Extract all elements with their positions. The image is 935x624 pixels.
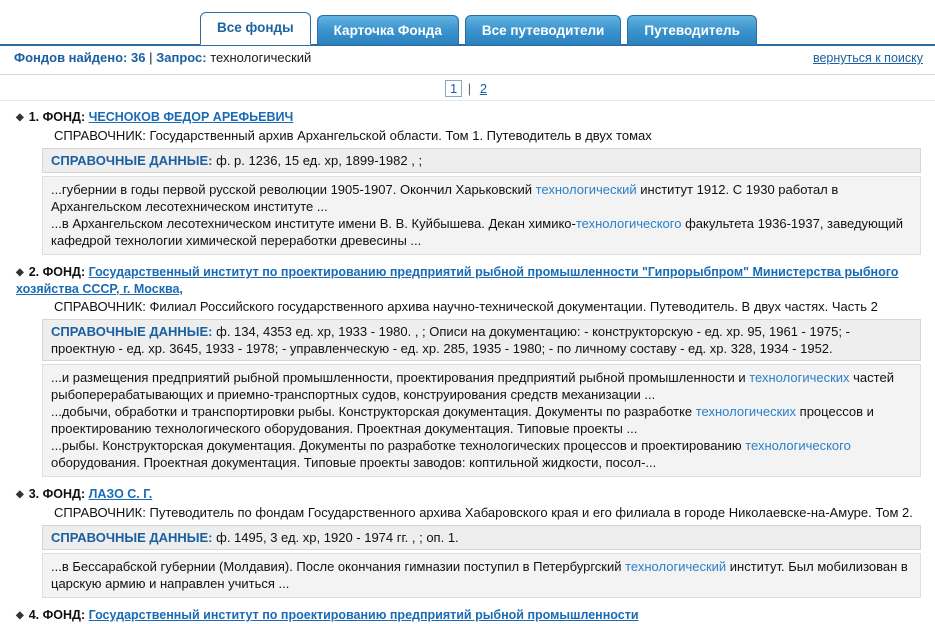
page-separator: |	[467, 81, 472, 96]
results-info-bar	[0, 46, 935, 75]
fund-label: ФОНД:	[42, 110, 86, 124]
snippet-box	[42, 176, 921, 255]
result-number: 2.	[28, 265, 40, 279]
snippet-text: ...рыбы. Конструкторская документация. Документы по разработке технологических процессов и проектированию	[51, 438, 746, 453]
snippet-text: ...в Бессарабской губернии (Молдавия). После окончания гимназии поступил в Петербургский	[51, 559, 626, 574]
snippet-box	[42, 553, 921, 598]
bullet-icon: ◆	[16, 112, 24, 123]
snippet	[51, 403, 912, 437]
snippet-text: институт 1912. С 1930 работал в Архангельском лесотехническом институте ...	[51, 182, 839, 214]
result-number: 3.	[28, 487, 40, 501]
reference-label: СПРАВОЧНЫЕ ДАННЫЕ:	[51, 530, 213, 545]
bullet-icon: ◆	[16, 610, 24, 621]
guide-value: Путеводитель по фондам Государственного архива Хабаровского края и его филиала в городе Николаевске-на-Амуре. Том 2.	[149, 505, 913, 520]
fund-link[interactable]: Государственный институт по проектированию предприятий рыбной промышленности "Гипрорыбпром" Министерства рыбного хозяйства СССР, г. Москва,	[16, 265, 899, 296]
tab-fund-card[interactable]: Карточка Фонда	[317, 15, 459, 45]
result-number: 1.	[28, 110, 40, 124]
tab-all-guides[interactable]: Все путеводители	[465, 15, 622, 45]
list-item	[14, 264, 921, 477]
back-to-search-link[interactable]: вернуться к поиску	[812, 51, 923, 65]
guide-line	[14, 127, 921, 144]
reference-value: ф. 134, 4353 ед. хр, 1933 - 1980. , ; Описи на документацию: - конструкторскую - ед. хр. 95, 1961 - 1975; - проектную - ед. хр. 3645, 1933 - 1978; - управленческую - ед. хр. 285, 1935 - 1980; - по личному составу - ед. хр. 328, 1934 - 1952.	[51, 324, 850, 356]
reference-label: СПРАВОЧНЫЕ ДАННЫЕ:	[51, 324, 213, 339]
info-separator: |	[149, 50, 153, 65]
tab-list	[200, 12, 757, 45]
result-number: 4.	[28, 608, 40, 622]
snippet-text: ...добычи, обработки и транспортировки рыбы. Конструкторская документация. Документы по разработке	[51, 404, 696, 419]
result-heading	[14, 264, 921, 297]
snippet-text: процессов и проектированию технологического оборудования. Проектная документация. Типовые проекты ...	[51, 404, 874, 436]
reference-value: ф. р. 1236, 15 ед. хр, 1899-1982 , ;	[216, 153, 423, 168]
snippet-text: частей рыбоперерабатывающих и приемно-транспортных судов, конструирования средств механизации ...	[51, 370, 894, 402]
highlighted-term: технологический	[625, 559, 727, 574]
page-current[interactable]: 1	[445, 80, 462, 97]
tab-all-funds[interactable]: Все фонды	[200, 12, 311, 45]
snippet-text: ...в Архангельском лесотехническом институте имени В. В. Куйбышева. Декан химико-	[51, 216, 576, 231]
page-link-2[interactable]: 2	[479, 81, 488, 96]
bullet-icon: ◆	[16, 267, 24, 278]
snippet-text: факультета 1936-1937, заведующий кафедрой технологии химической переработки древесины ...	[51, 216, 903, 248]
query-label: Запрос:	[156, 50, 207, 65]
snippet-text: институт. Был мобилизован в царскую армию и направлен учиться ...	[51, 559, 908, 591]
highlighted-term: технологических	[749, 370, 850, 385]
highlighted-term: технологического	[745, 438, 851, 453]
fund-label: ФОНД:	[42, 487, 86, 501]
results-list	[0, 101, 935, 624]
reference-box	[42, 148, 921, 173]
found-label: Фондов найдено:	[14, 50, 128, 65]
list-item	[14, 486, 921, 598]
fund-link[interactable]: Государственный институт по проектированию предприятий рыбной промышленности	[88, 608, 639, 622]
fund-link[interactable]: ЧЕСНОКОВ ФЕДОР АРЕФЬЕВИЧ	[88, 110, 294, 124]
snippet	[51, 181, 912, 215]
list-item	[14, 607, 921, 624]
query-value: технологический	[210, 50, 312, 65]
fund-link[interactable]: ЛАЗО С. Г.	[88, 487, 153, 501]
result-heading	[14, 486, 921, 503]
guide-line	[14, 504, 921, 521]
snippet	[51, 437, 912, 471]
highlighted-term: технологических	[695, 404, 797, 419]
guide-label: СПРАВОЧНИК:	[54, 128, 146, 143]
guide-value: Государственный архив Архангельской области. Том 1. Путеводитель в двух томах	[149, 128, 652, 143]
guide-label: СПРАВОЧНИК:	[54, 505, 146, 520]
found-count: 36	[131, 50, 146, 65]
reference-label: СПРАВОЧНЫЕ ДАННЫЕ:	[51, 153, 213, 168]
result-heading	[14, 109, 921, 126]
snippet-text: ...и размещения предприятий рыбной промышленности, проектирования предприятий рыбной промышленности и	[51, 370, 750, 385]
pagination	[0, 75, 935, 101]
guide-label: СПРАВОЧНИК:	[54, 299, 146, 314]
reference-box	[42, 525, 921, 550]
snippet	[51, 215, 912, 249]
reference-value: ф. 1495, 3 ед. хр, 1920 - 1974 гг. , ; оп. 1.	[216, 530, 459, 545]
snippet-box	[42, 364, 921, 477]
fund-label: ФОНД:	[42, 265, 86, 279]
bullet-icon: ◆	[16, 489, 24, 500]
snippet	[51, 558, 912, 592]
snippet	[51, 369, 912, 403]
result-heading	[14, 607, 921, 624]
snippet-text: оборудования. Проектная документация. Типовые проекты заводов: коптильной жидкости, посол-...	[51, 455, 657, 470]
reference-box	[42, 319, 921, 361]
guide-value: Филиал Российского государственного архива научно-технической документации. Путеводитель. В двух частях. Часть 2	[149, 299, 878, 314]
snippet-text: ...губернии в годы первой русской революции 1905-1907. Окончил Харьковский	[51, 182, 536, 197]
fund-label: ФОНД:	[42, 608, 86, 622]
tab-bar	[0, 0, 935, 46]
guide-line	[14, 298, 921, 315]
highlighted-term: технологический	[535, 182, 637, 197]
highlighted-term: технологического	[575, 216, 682, 231]
list-item	[14, 109, 921, 255]
tab-guide[interactable]: Путеводитель	[627, 15, 757, 45]
